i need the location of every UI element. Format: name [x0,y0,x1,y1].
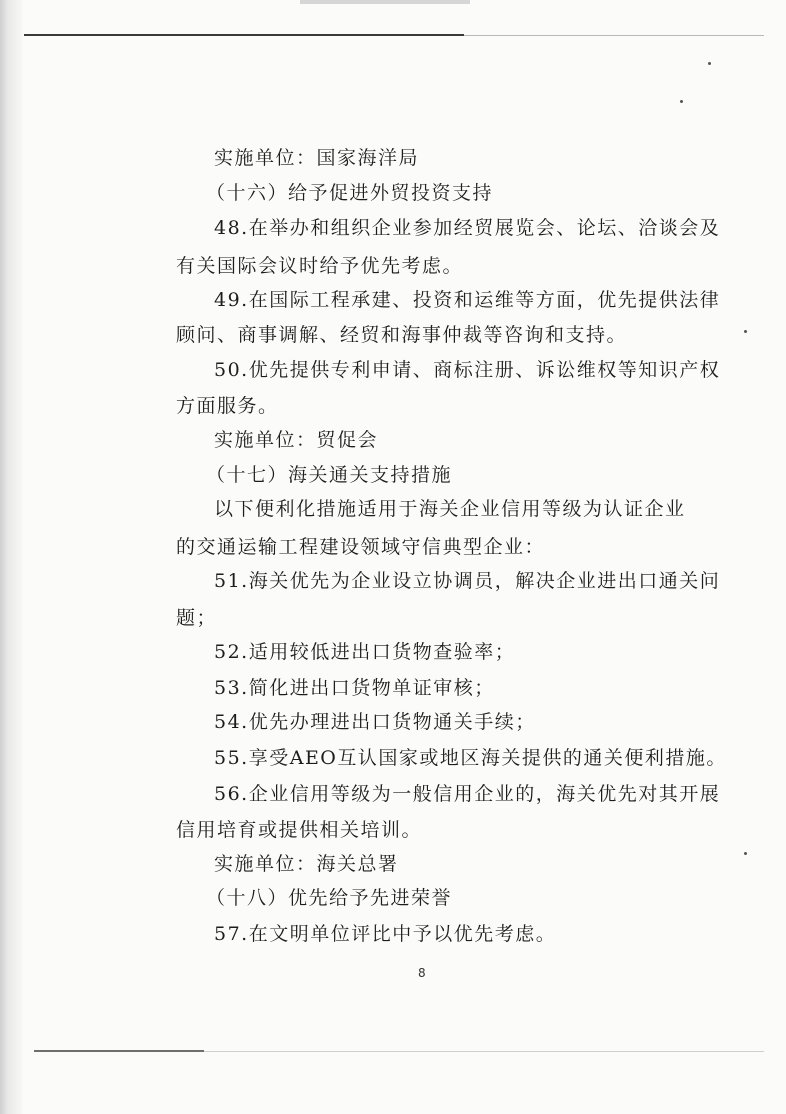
section-heading-18: （十八）优先给予先进荣誉 [206,887,453,909]
implementing-unit-ccpit: 实施单位：贸促会 [214,429,379,451]
item-51-line-2: 题； [176,607,218,629]
scan-speck [680,100,683,103]
item-57: 57.在文明单位评比中予以优先考虑。 [214,923,557,945]
item-54: 54.优先办理进出口货物通关手续； [214,711,536,733]
item-51-line-1: 51.海关优先为企业设立协调员，解决企业进出口通关问 [214,570,721,592]
item-49-line-2: 顾问、商事调解、经贸和海事仲裁等咨询和支持。 [176,324,628,346]
header-rule-faint [464,35,764,36]
customs-intro-line-2: 的交通运输工程建设领域守信典型企业： [176,536,546,558]
scan-edge-shadow [0,0,22,1114]
item-48-line-1: 48.在举办和组织企业参加经贸展览会、论坛、洽谈会及 [214,217,721,239]
item-52: 52.适用较低进出口货物查验率； [214,641,516,663]
footer-rule [34,1050,204,1052]
item-50-line-2: 方面服务。 [176,395,279,417]
item-55: 55.享受AEO互认国家或地区海关提供的通关便利措施。 [214,747,727,769]
footer-rule-faint [204,1051,764,1052]
page-number: 8 [418,966,426,980]
item-56-line-2: 信用培育或提供相关培训。 [176,819,423,841]
item-53: 53.简化进出口货物单证审核； [214,677,495,699]
item-56-line-1: 56.企业信用等级为一般信用企业的，海关优先对其开展 [214,783,721,805]
customs-intro-line-1: 以下便利化措施适用于海关企业信用等级为认证企业 [214,498,686,520]
section-heading-17: （十七）海关通关支持措施 [206,464,453,486]
header-rule [24,34,464,36]
scan-speck [708,62,711,65]
scan-speck [744,330,747,333]
implementing-unit-ocean: 实施单位：国家海洋局 [214,147,420,169]
scan-speck [744,852,747,855]
item-49-line-1: 49.在国际工程承建、投资和运维等方面，优先提供法律 [214,289,721,311]
item-50-line-1: 50.优先提供专利申请、商标注册、诉讼维权等知识产权 [214,359,721,381]
section-heading-16: （十六）给予促进外贸投资支持 [206,182,494,204]
implementing-unit-customs: 实施单位：海关总署 [214,853,399,875]
scan-top-mark [300,0,470,4]
item-48-line-2: 有关国际会议时给予优先考虑。 [176,255,464,277]
